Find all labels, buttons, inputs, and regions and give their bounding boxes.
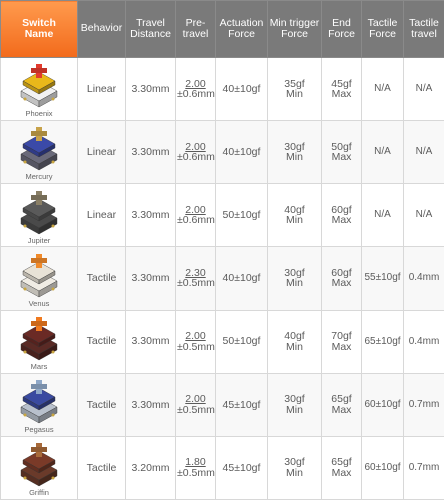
tactile-travel-cell: 0.7mm (404, 436, 444, 499)
header-text: travel (411, 28, 437, 40)
tactile-travel-cell: 0.7mm (404, 373, 444, 436)
min-trigger-cell (268, 247, 322, 310)
min-trigger-suffix: Min (286, 466, 303, 479)
end-force-suffix: Max (331, 151, 352, 164)
travel-cell: 3.20mm (126, 436, 176, 499)
end-force-suffix: Max (331, 340, 352, 353)
table-row (1, 184, 444, 247)
pretravel-value: 2.00 (185, 330, 206, 343)
pretravel-value: 2.00 (185, 77, 206, 90)
tactile-force-cell: 60±10gf (362, 436, 404, 499)
pretravel-tolerance: ±0.6mm (177, 151, 215, 164)
min-trigger-cell (268, 373, 322, 436)
end-force-cell (322, 310, 362, 373)
switch-name: Jupiter (27, 235, 51, 245)
header-text: Force (328, 28, 355, 40)
pretravel-value: 2.00 (185, 203, 206, 216)
min-trigger-suffix: Min (286, 340, 303, 353)
tactile-force-cell: 55±10gf (362, 247, 404, 310)
switch-image-icon (17, 440, 61, 488)
end-force-value: 50gf (331, 140, 352, 153)
switch-name: Griffin (29, 488, 49, 498)
end-force-suffix: Max (331, 214, 352, 227)
min-trigger-suffix: Min (286, 214, 303, 227)
pretravel-tolerance: ±0.6mm (177, 214, 215, 227)
min-trigger-cell (268, 58, 322, 121)
travel-cell: 3.30mm (126, 247, 176, 310)
end-force-value: 60gf (331, 266, 352, 279)
behavior-cell: Tactile (78, 436, 126, 499)
pretravel-cell (176, 184, 216, 247)
end-force-cell (322, 373, 362, 436)
header-min-trigger-force (268, 1, 322, 58)
end-force-cell (322, 436, 362, 499)
min-trigger-suffix: Min (286, 277, 303, 290)
min-trigger-cell (268, 436, 322, 499)
switch-name: Mercury (25, 172, 53, 182)
end-force-value: 65gf (331, 456, 352, 469)
header-text: Tactile (409, 16, 439, 29)
travel-cell: 3.30mm (126, 373, 176, 436)
switch-image-icon (17, 188, 61, 236)
pretravel-tolerance: ±0.5mm (177, 403, 215, 416)
tactile-force-cell: N/A (362, 121, 404, 184)
min-trigger-cell (268, 184, 322, 247)
switch-image-icon (17, 377, 61, 425)
actuation-cell: 40±10gf (216, 58, 268, 121)
header-text: Force (369, 28, 396, 40)
switch-image-icon (17, 61, 61, 109)
actuation-cell: 45±10gf (216, 373, 268, 436)
pretravel-tolerance: ±0.5mm (177, 277, 215, 290)
end-force-value: 70gf (331, 330, 352, 343)
actuation-cell: 40±10gf (216, 247, 268, 310)
end-force-value: 65gf (331, 393, 352, 406)
actuation-cell: 40±10gf (216, 121, 268, 184)
min-trigger-value: 30gf (284, 393, 305, 406)
table-body (1, 58, 444, 500)
header-switch-name (1, 1, 78, 58)
switch-image-icon (17, 314, 61, 362)
pretravel-cell (176, 373, 216, 436)
header-text: Switch (22, 16, 56, 29)
header-text: End (332, 16, 351, 29)
end-force-cell (322, 247, 362, 310)
header-text: Force (281, 28, 308, 40)
pretravel-cell (176, 121, 216, 184)
header-text: Behavior (80, 22, 123, 35)
switch-image-icon (17, 251, 61, 299)
actuation-cell: 50±10gf (216, 184, 268, 247)
travel-cell: 3.30mm (126, 121, 176, 184)
min-trigger-value: 30gf (284, 266, 305, 279)
switch-cell (1, 121, 78, 184)
min-trigger-value: 30gf (284, 140, 305, 153)
behavior-cell: Linear (78, 121, 126, 184)
switch-cell (1, 58, 78, 121)
header-text: travel (182, 28, 209, 40)
end-force-value: 60gf (331, 203, 352, 216)
pretravel-value: 1.80 (185, 456, 206, 469)
min-trigger-suffix: Min (286, 151, 303, 164)
tactile-force-cell: N/A (362, 184, 404, 247)
pretravel-tolerance: ±0.5mm (177, 340, 215, 353)
end-force-suffix: Max (331, 88, 352, 101)
pretravel-value: 2.00 (185, 140, 206, 153)
switch-cell (1, 373, 78, 436)
header-text: Actuation (219, 16, 264, 29)
min-trigger-suffix: Min (286, 403, 303, 416)
switch-name: Pegasus (24, 425, 54, 435)
table-row (1, 121, 444, 184)
tactile-force-cell: 65±10gf (362, 310, 404, 373)
header-text: Force (228, 28, 255, 40)
header-text: Distance (130, 28, 171, 40)
travel-cell: 3.30mm (126, 58, 176, 121)
header-actuation-force (216, 1, 268, 58)
tactile-travel-cell: 0.4mm (404, 310, 444, 373)
pretravel-cell (176, 310, 216, 373)
header-behavior (78, 1, 126, 58)
header-end-force (322, 1, 362, 58)
switch-cell (1, 247, 78, 310)
table-row (1, 436, 444, 499)
behavior-cell: Tactile (78, 310, 126, 373)
pretravel-cell (176, 58, 216, 121)
end-force-cell (322, 184, 362, 247)
actuation-cell: 50±10gf (216, 310, 268, 373)
switch-cell (1, 436, 78, 499)
header-travel-distance (126, 1, 176, 58)
switch-name: Venus (28, 298, 50, 308)
min-trigger-value: 40gf (284, 203, 305, 216)
header-text: Tactile (367, 16, 398, 29)
header-row (1, 1, 444, 58)
header-text: Travel (136, 16, 165, 29)
behavior-cell: Tactile (78, 247, 126, 310)
header-text: Pre- (185, 16, 206, 29)
table-row (1, 373, 444, 436)
switch-name: Phoenix (25, 109, 53, 119)
pretravel-tolerance: ±0.5mm (177, 466, 215, 479)
min-trigger-suffix: Min (286, 88, 303, 101)
table-row (1, 247, 444, 310)
tactile-force-cell: N/A (362, 58, 404, 121)
switch-cell (1, 184, 78, 247)
pretravel-cell (176, 247, 216, 310)
end-force-cell (322, 121, 362, 184)
behavior-cell: Linear (78, 58, 126, 121)
pretravel-value: 2.00 (185, 393, 206, 406)
switch-name: Mars (30, 361, 48, 371)
end-force-value: 45gf (331, 77, 352, 90)
min-trigger-value: 40gf (284, 330, 305, 343)
header-text: Min trigger (269, 16, 320, 29)
min-trigger-value: 35gf (284, 77, 305, 90)
min-trigger-cell (268, 121, 322, 184)
min-trigger-cell (268, 310, 322, 373)
switch-cell (1, 310, 78, 373)
header-text: Name (24, 28, 54, 40)
actuation-cell: 45±10gf (216, 436, 268, 499)
switch-image-icon (17, 124, 61, 172)
end-force-suffix: Max (331, 277, 352, 290)
end-force-cell (322, 58, 362, 121)
tactile-travel-cell: 0.4mm (404, 247, 444, 310)
pretravel-cell (176, 436, 216, 499)
table-row (1, 310, 444, 373)
pretravel-value: 2.30 (185, 266, 206, 279)
tactile-travel-cell: N/A (404, 58, 444, 121)
behavior-cell: Tactile (78, 373, 126, 436)
pretravel-tolerance: ±0.6mm (177, 88, 215, 101)
header-pretravel (176, 1, 216, 58)
header-tactile-travel (404, 1, 444, 58)
end-force-suffix: Max (331, 466, 352, 479)
header-tactile-force (362, 1, 404, 58)
behavior-cell: Linear (78, 184, 126, 247)
end-force-suffix: Max (331, 403, 352, 416)
travel-cell: 3.30mm (126, 184, 176, 247)
tactile-force-cell: 60±10gf (362, 373, 404, 436)
table-row (1, 58, 444, 121)
tactile-travel-cell: N/A (404, 184, 444, 247)
tactile-travel-cell: N/A (404, 121, 444, 184)
min-trigger-value: 30gf (284, 456, 305, 469)
travel-cell: 3.30mm (126, 310, 176, 373)
